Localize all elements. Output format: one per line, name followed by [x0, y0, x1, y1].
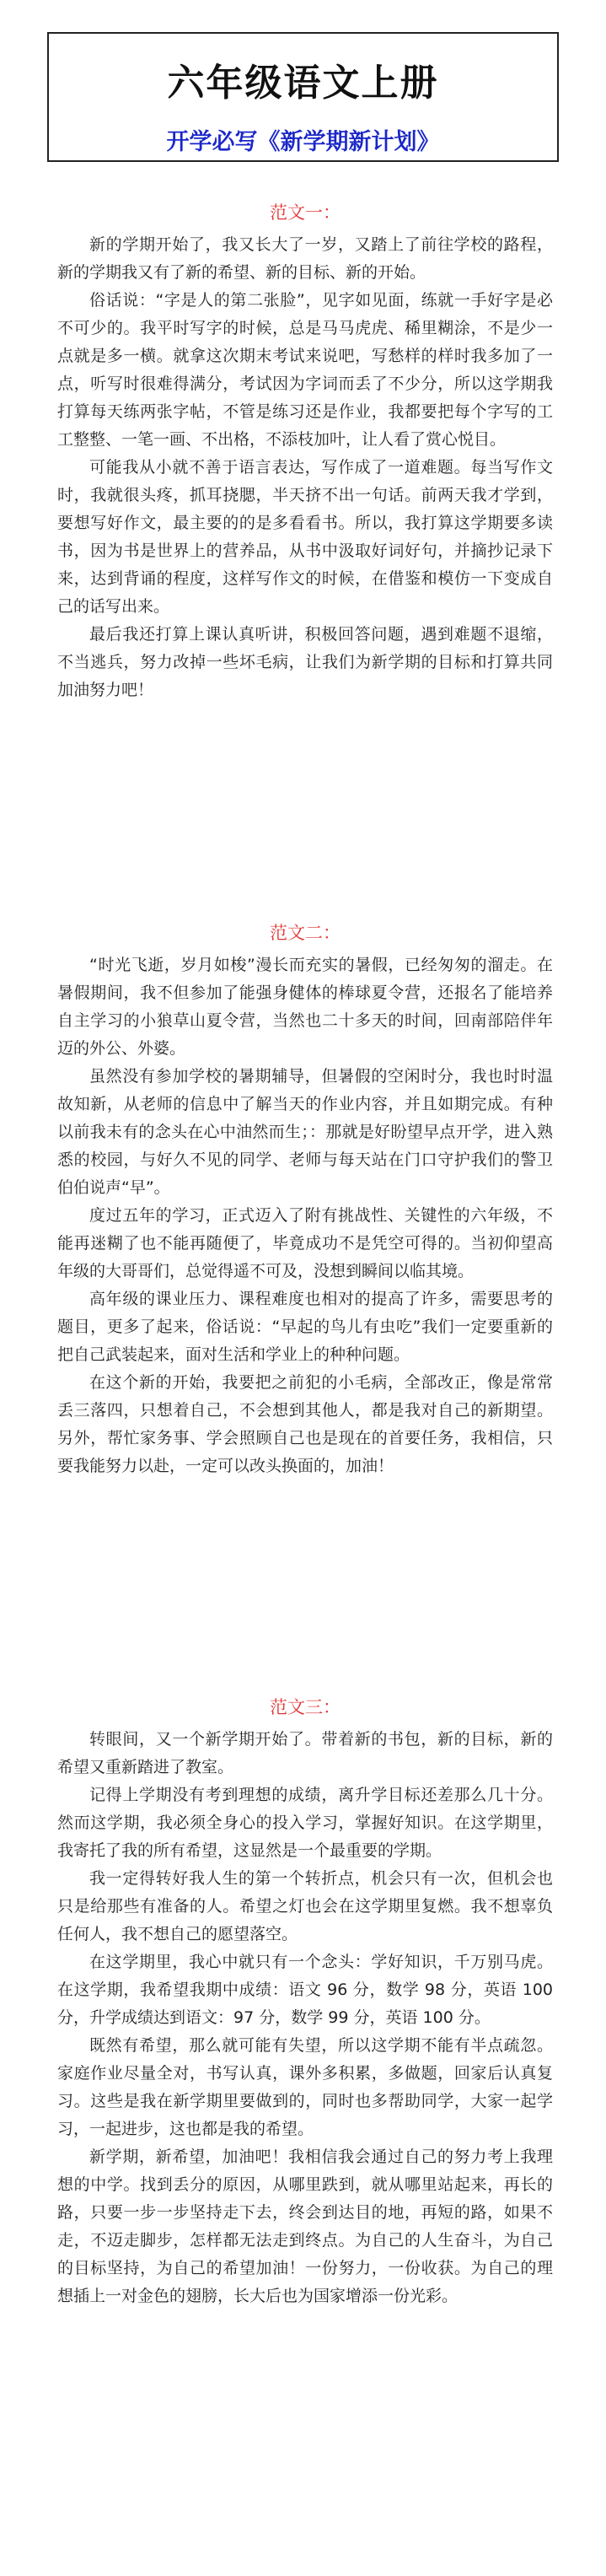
paragraph: 虽然没有参加学校的暑期辅导，但暑假的空闲时分，我也时时温故知新，从老师的信息中了解当天的作业内容，并且如期完成。有种以前我未有的念头在心中油然而生；：那就是好盼望早点开学，进入熟悉的校园，与好久不见的同学、老师与每天站在门口守护我们的警卫伯伯说声“早”。 — [57, 1067, 553, 1197]
section-heading: 范文三： — [270, 1697, 341, 1717]
paragraph: 在这个新的开始，我要把之前犯的小毛病，全部改正，像是常常丢三落四，只想着自己，不会想到其他人，都是我对自己的新期望。另外，帮忙家务事、学会照顾自己也是现在的首要任务，我相信，只要我能努力以赴，一定可以改头换面的，加油！ — [57, 1373, 553, 1475]
paragraph: 既然有希望，那么就可能有失望，所以这学期不能有半点疏忽。家庭作业尽量全对，书写认真，课外多积累，多做题，回家后认真复习。这些是我在新学期里要做到的，同时也多帮助同学，大家一起学习，一起进步，这也都是我的希望。 — [57, 2036, 553, 2138]
section-essay-2 — [57, 919, 553, 1480]
section-essay-1 — [57, 199, 553, 704]
paragraph: 我一定得转好我人生的第一个转折点，机会只有一次，但机会也只是给那些有准备的人。希望之灯也会在这学期里复燃。我不想辜负任何人，我不想自己的愿望落空。 — [57, 1869, 553, 1943]
paragraph: “时光飞逝，岁月如梭”漫长而充实的暑假，已经匆匆的溜走。在暑假期间，我不但参加了能强身健体的棒球夏令营，还报名了能培养自主学习的小狼草山夏令营，当然也二十多天的时间，回南部陪伴年迈的外公、外婆。 — [57, 956, 553, 1058]
section-heading: 范文一： — [270, 202, 341, 223]
paragraph: 在这学期里，我心中就只有一个念头：学好知识，千万别马虎。在这学期，我希望我期中成绩：语文 96 分，数学 98 分，英语 100 分，升学成绩达到语文：97 分，数学 99 分，英语 100 分。 — [57, 1953, 553, 2027]
paragraph: 最后我还打算上课认真听讲，积极回答问题，遇到难题不退缩，不当逃兵，努力改掉一些坏毛病，让我们为新学期的目标和打算共同加油努力吧！ — [57, 625, 553, 699]
title-box — [47, 32, 559, 162]
paragraph: 记得上学期没有考到理想的成绩，离升学目标还差那么几十分。然而这学期，我必须全身心的投入学习，掌握好知识。在这学期里，我寄托了我的所有希望，这显然是一个最重要的学期。 — [57, 1786, 553, 1860]
section-heading: 范文二： — [270, 923, 341, 943]
section-essay-3 — [57, 1694, 553, 2310]
paragraph: 转眼间，又一个新学期开始了。带着新的书包，新的目标，新的希望又重新踏进了教室。 — [57, 1730, 553, 1776]
paragraph: 新的学期开始了，我又长大了一岁，又踏上了前往学校的路程，新的学期我又有了新的希望、新的目标、新的开始。 — [57, 235, 553, 282]
paragraph: 度过五年的学习，正式迈入了附有挑战性、关键性的六年级，不能再迷糊了也不能再随便了，毕竟成功不是凭空可得的。当初仰望高年级的大哥哥们，总觉得遥不可及，没想到瞬间以临其境。 — [57, 1206, 553, 1280]
page-title: 六年级语文上册 — [167, 62, 439, 105]
paragraph: 高年级的课业压力、课程难度也相对的提高了许多，需要思考的题目，更多了起来，俗话说：“早起的鸟儿有虫吃”我们一定要重新的把自己武装起来，面对生活和学业上的种种问题。 — [57, 1290, 553, 1364]
page-subtitle: 开学必写《新学期新计划》 — [166, 129, 440, 155]
paragraph: 俗话说：“字是人的第二张脸”，见字如见面，练就一手好字是必不可少的。我平时写字的时候，总是马马虎虎、稀里糊涂，不是少一点就是多一横。就拿这次期末考试来说吧，写愁样的样时我多加了一点，听写时很难得满分，考试因为字词而丢了不少分，所以这学期我打算每天练两张字帖，不管是练习还是作业，我都要把每个字写的工工整整、一笔一画、不出格，不添枝加叶，让人看了赏心悦目。 — [57, 291, 553, 449]
paragraph: 新学期，新希望，加油吧！我相信我会通过自己的努力考上我理想的中学。找到丢分的原因，从哪里跌到，就从哪里站起来，再长的路，只要一步一步坚持走下去，终会到达目的地，再短的路，如果不走，不迈走脚步，怎样都无法走到终点。为自己的人生奋斗，为自己的目标坚持，为自己的希望加油！一份努力，一份收获。为自己的理想插上一对金色的翅膀，长大后也为国家增添一份光彩。 — [57, 2148, 553, 2305]
paragraph: 可能我从小就不善于语言表达，写作成了一道难题。每当写作文时，我就很头疼，抓耳挠腮，半天挤不出一句话。前两天我才学到，要想写好作文，最主要的的是多看看书。所以，我打算这学期要多读书，因为书是世界上的营养品，从书中汲取好词好句，并摘抄记录下来，达到背诵的程度，这样写作文的时候，在借鉴和模仿一下变成自己的话写出来。 — [57, 458, 553, 616]
